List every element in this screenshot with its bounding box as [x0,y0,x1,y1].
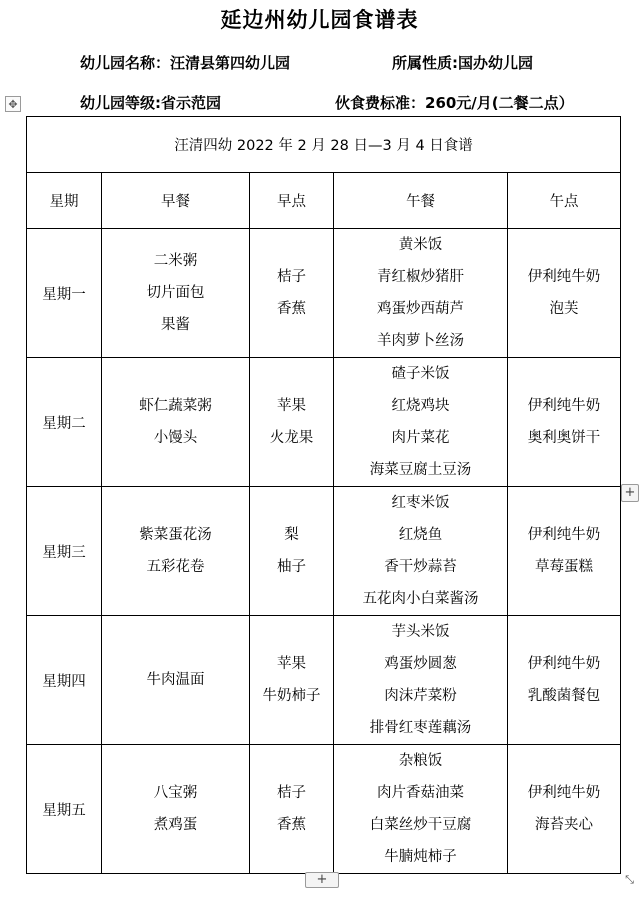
menu-item: 排骨红枣莲藕汤 [369,720,472,736]
menu-item: 桔子 [277,269,306,285]
morning-snack-cell [250,229,334,358]
menu-item: 碴子米饭 [391,366,450,382]
menu-item: 伊利纯牛奶 [527,785,601,801]
menu-item: 伊利纯牛奶 [527,398,601,414]
menu-item: 五花肉小白菜酱汤 [362,591,479,607]
table-row [27,745,621,874]
document-title: 延边州幼儿园食谱表 [220,7,419,32]
morning-snack-cell [250,745,334,874]
menu-item: 白菜丝炒干豆腐 [369,817,472,833]
afternoon-snack-cell [508,616,621,745]
menu-item: 奥利奥饼干 [527,430,601,446]
table-row [27,616,621,745]
menu-item: 香蕉 [277,301,306,317]
menu-item: 果酱 [161,317,190,333]
header-afternoon-snack: 午点 [508,173,621,229]
morning-snack-cell [250,616,334,745]
table-move-handle-icon[interactable]: ✥ [5,96,21,112]
table-caption: 汪清四幼 2022 年 2 月 28 日—3 月 4 日食谱 [27,117,621,173]
menu-item: 柚子 [277,559,306,575]
menu-item: 芋头米饭 [391,624,450,640]
menu-item: 牛奶柿子 [262,688,321,704]
menu-item: 苹果 [277,656,306,672]
menu-item: 二米粥 [153,253,198,269]
table-header-row [27,173,621,229]
menu-item: 羊肉萝卜丝汤 [377,333,464,349]
menu-item: 肉片香菇油菜 [377,785,464,801]
breakfast-cell [102,229,250,358]
kindergarten-grade: 幼儿园等级:省示范园 [80,94,221,112]
menu-item: 海菜豆腐土豆汤 [369,462,472,478]
menu-item: 小馒头 [153,430,198,446]
breakfast-cell [102,745,250,874]
header-morning-snack: 早点 [250,173,334,229]
lunch-cell [334,229,508,358]
menu-item: 泡芙 [549,301,579,317]
breakfast-cell [102,487,250,616]
menu-item: 肉片菜花 [391,430,450,446]
table-row [27,358,621,487]
morning-snack-cell [250,487,334,616]
table-resize-handle-icon[interactable]: ⤡ [625,873,634,886]
menu-table [26,116,621,874]
breakfast-cell [102,358,250,487]
menu-item: 切片面包 [146,285,205,301]
menu-item: 杂粮饭 [398,753,443,769]
ownership-type: 所属性质:国办幼儿园 [392,54,533,72]
table-row [27,487,621,616]
menu-item: 牛肉温面 [146,672,205,688]
lunch-cell [334,358,508,487]
breakfast-cell [102,616,250,745]
menu-item: 香干炒蒜苔 [384,559,457,575]
header-lunch: 午餐 [334,173,508,229]
afternoon-snack-cell [508,487,621,616]
lunch-cell [334,487,508,616]
menu-item: 虾仁蔬菜粥 [139,398,212,414]
menu-item: 煮鸡蛋 [153,817,198,833]
menu-item: 鸡蛋炒西葫芦 [377,301,464,317]
day-cell: 星期二 [27,358,102,487]
menu-item: 伊利纯牛奶 [527,656,601,672]
menu-item: 火龙果 [269,430,314,446]
menu-item: 红枣米饭 [391,495,450,511]
day-cell: 星期四 [27,616,102,745]
header-weekday: 星期 [27,173,102,229]
lunch-cell [334,745,508,874]
header-breakfast: 早餐 [102,173,250,229]
afternoon-snack-cell [508,229,621,358]
menu-item: 红烧鸡块 [391,398,450,414]
kindergarten-name: 幼儿园名称：汪清县第四幼儿园 [80,54,291,72]
menu-item: 八宝粥 [153,785,198,801]
afternoon-snack-cell [508,358,621,487]
menu-item: 香蕉 [277,817,306,833]
menu-item: 青红椒炒猪肝 [377,269,464,285]
menu-item: 伊利纯牛奶 [527,269,601,285]
menu-item: 红烧鱼 [398,527,443,543]
menu-item: 黄米饭 [398,237,443,253]
menu-item: 牛腩炖柿子 [384,849,457,865]
menu-item: 伊利纯牛奶 [527,527,601,543]
menu-item: 草莓蛋糕 [535,559,594,575]
day-cell: 星期一 [27,229,102,358]
menu-item: 肉沫芹菜粉 [384,688,457,704]
morning-snack-cell [250,358,334,487]
meal-fee-standard: 伙食费标准：260元/月(二餐二点） [335,94,574,112]
table-row [27,229,621,358]
menu-item: 梨 [284,527,299,543]
menu-item: 五彩花卷 [146,559,205,575]
menu-item: 紫菜蛋花汤 [139,527,212,543]
day-cell: 星期三 [27,487,102,616]
table-caption-row [27,117,621,173]
menu-item: 乳酸菌餐包 [527,688,601,704]
lunch-cell [334,616,508,745]
menu-item: 桔子 [277,785,306,801]
menu-item: 鸡蛋炒圆葱 [384,656,457,672]
day-cell: 星期五 [27,745,102,874]
add-row-button[interactable]: + [305,872,339,888]
menu-item: 海苔夹心 [535,817,594,833]
menu-item: 苹果 [277,398,306,414]
add-column-button[interactable]: + [621,484,639,502]
afternoon-snack-cell [508,745,621,874]
